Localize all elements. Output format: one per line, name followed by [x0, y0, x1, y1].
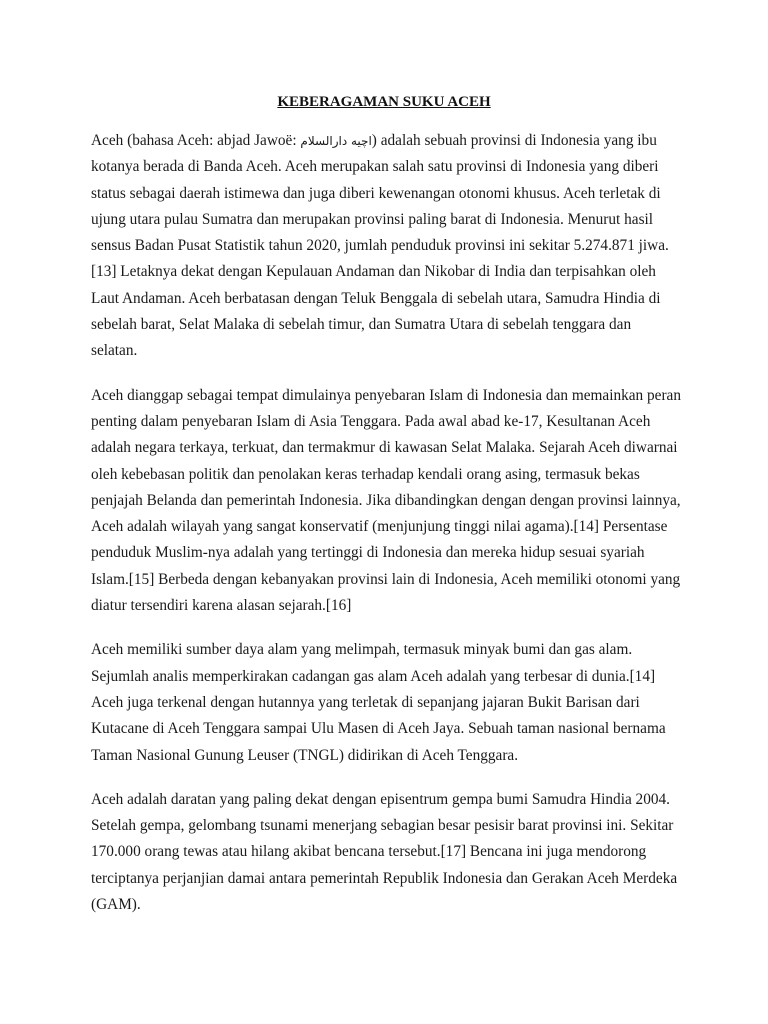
- paragraph-intro: [91, 128, 681, 365]
- paragraph-tsunami: Aceh adalah daratan yang paling dekat dengan episentrum gempa bumi Samudra Hindia 2004. Setelah gempa, gelombang tsunami menerjang sebagian besar pesisir barat provinsi ini. Sekitar 170.000 orang tewas atau hilang akibat bencana tersebut.[17] Bencana ini juga mendorong terciptanya perjanjian damai antara pemerintah Republik Indonesia dan Gerakan Aceh Merdeka (GAM).: [91, 790, 678, 914]
- arabic-script-name: اچيه دارالسلام: [300, 134, 372, 148]
- document-body: [91, 128, 681, 936]
- paragraph-intro-text-end: ) adalah sebuah provinsi di Indonesia yang ibu kotanya berada di Banda Aceh. Aceh merupakan salah satu provinsi di Indonesia yang diberi status sebagai daerah istimewa dan juga diberi kewenangan otonomi khusus. Aceh terletak di ujung utara pulau Sumatra dan merupakan provinsi paling barat di Indonesia. Menurut hasil sensus Badan Pusat Statistik tahun 2020, jumlah penduduk provinsi ini sekitar 5.274.871 jiwa.[13] Letaknya dekat dengan Kepulauan Andaman dan Nikobar di India dan terpisahkan oleh Laut Andaman. Aceh berbatasan dengan Teluk Benggala di sebelah utara, Samudra Hindia di sebelah barat, Selat Malaka di sebelah timur, dan Sumatra Utara di sebelah tenggara dan selatan.: [91, 132, 669, 360]
- paragraph-intro-text-start: Aceh (bahasa Aceh: abjad Jawoë:: [91, 132, 301, 149]
- document-title: KEBERAGAMAN SUKU ACEH: [277, 94, 491, 110]
- paragraph-resources: Aceh memiliki sumber daya alam yang melimpah, termasuk minyak bumi dan gas alam. Sejumlah analis memperkirakan cadangan gas alam Aceh adalah yang terbesar di dunia.[14] Aceh juga terkenal dengan hutannya yang terletak di sepanjang jajaran Bukit Barisan dari Kutacane di Aceh Tenggara sampai Ulu Masen di Aceh Jaya. Sebuah taman nasional bernama Taman Nasional Gunung Leuser (TNGL) didirikan di Aceh Tenggara.: [91, 641, 666, 764]
- paragraph-history: Aceh dianggap sebagai tempat dimulainya penyebaran Islam di Indonesia dan memainkan peran penting dalam penyebaran Islam di Asia Tenggara. Pada awal abad ke-17, Kesultanan Aceh adalah negara terkaya, terkuat, dan termakmur di kawasan Selat Malaka. Sejarah Aceh diwarnai oleh kebebasan politik dan penolakan keras terhadap kendali orang asing, termasuk bekas penjajah Belanda dan pemerintah Indonesia. Jika dibandingkan dengan dengan provinsi lainnya, Aceh adalah wilayah yang sangat konservatif (menjunjung tinggi nilai agama).[14] Persentase penduduk Muslim-nya adalah yang tertinggi di Indonesia dan mereka hidup sesuai syariah Islam.[15] Berbeda dengan kebanyakan provinsi lain di Indonesia, Aceh memiliki otonomi yang diatur tersendiri karena alasan sejarah.[16]: [91, 386, 681, 615]
